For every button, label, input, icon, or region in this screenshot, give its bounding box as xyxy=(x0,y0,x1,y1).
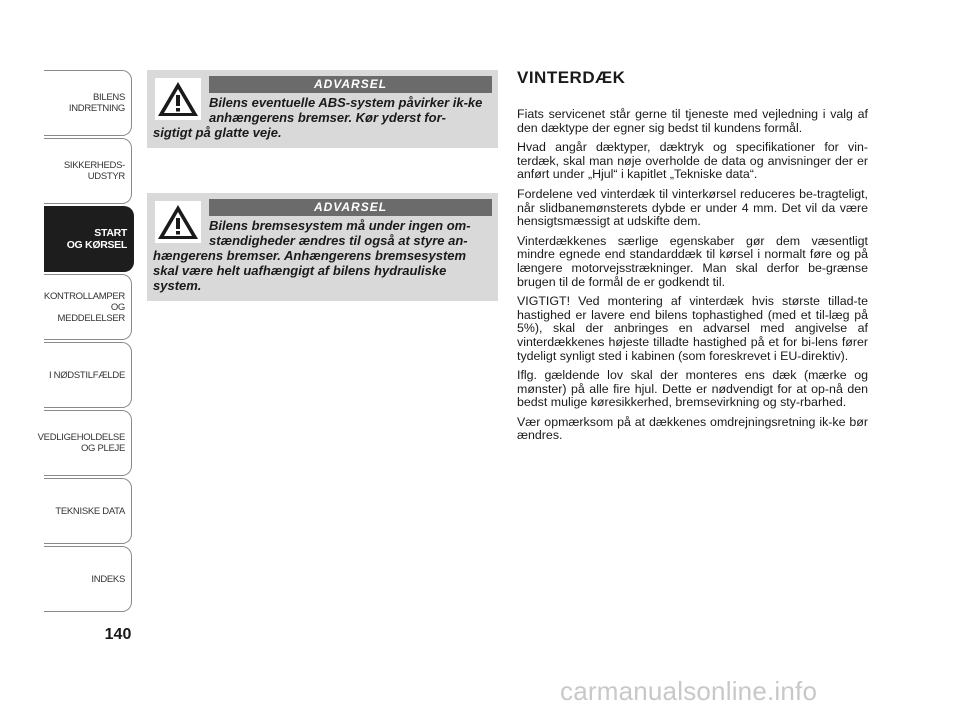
section-heading: VINTERDÆK xyxy=(517,68,626,87)
warning-triangle-icon xyxy=(155,201,201,243)
paragraph: Fordelene ved vinterdæk til vinterkørsel reduceres be-tragteligt, når slidbanemønsterets dybde er under 4 mm. Det vil da være hensigtsmæssigt at udskifte dem. xyxy=(517,186,868,229)
paragraph: VIGTIGT! Ved montering af vinterdæk hvis største tillad-te hastighed er lavere end bilens tophastighed (med et til-læg på 5%), skal der anbringes en advarsel med angivelse af vinterdækkenes højeste tilladte hastighed på et for bi-lens fører tydeligt synligt sted i kabinen (som foreskrevet i EU-direktiv). xyxy=(517,294,868,363)
paragraph: Hvad angår dæktyper, dæktryk og specifikationer for vin-terdæk, skal man nøje overholde de data og anvisninger der er anført under „Hjul“ i kapitlet „Tekniske data“. xyxy=(517,140,868,182)
tab-bilens-indretning[interactable] xyxy=(44,70,132,136)
warning-text-rest: sigtigt på glatte veje. xyxy=(153,125,282,140)
tab-label: BILENS INDRETNING xyxy=(68,92,125,114)
tab-indeks[interactable] xyxy=(44,546,132,612)
tab-label: VEDLIGEHOLDELSE OG PLEJE xyxy=(37,432,125,454)
warning-text xyxy=(153,218,492,293)
paragraph: Fiats servicenet står gerne til tjeneste med vejledning i valg af den dæktype der egner sig bedst til kundens formål. xyxy=(517,107,868,135)
warning-triangle-icon xyxy=(155,78,201,120)
page-number: 140 xyxy=(104,626,132,643)
warning-text-rest: hængerens bremser. Anhængerens bremsesystem skal være helt uafhængigt af bilens hydrauliske system. xyxy=(153,248,467,293)
tab-sikkerhedsudstyr[interactable] xyxy=(44,138,132,204)
tab-label: SIKKERHEDS- UDSTYR xyxy=(63,160,125,182)
tab-label: KONTROLLAMPER OG MEDDELELSER xyxy=(43,290,125,324)
tab-kontrollamper[interactable] xyxy=(44,274,132,340)
warning-text-first: Bilens bremsesystem må under ingen om-stændigheder ændres til også at styre an- xyxy=(209,218,471,248)
warning-box-brakes xyxy=(147,193,498,301)
tab-start-og-korsel[interactable] xyxy=(44,206,134,272)
warning-title: ADVARSEL xyxy=(209,199,492,216)
tab-label: TEKNISKE DATA xyxy=(55,505,125,517)
warning-text-first: Bilens eventuelle ABS-system påvirker ik-ke anhængerens bremser. Kør yderst for- xyxy=(209,95,483,125)
tab-label: START OG KØRSEL xyxy=(66,227,127,251)
watermark: carmanualsonline.info xyxy=(560,676,818,706)
tab-label: INDEKS xyxy=(91,573,125,585)
tab-i-nodstilfaelde[interactable] xyxy=(44,342,132,408)
tab-label: I NØDSTILFÆLDE xyxy=(48,369,125,381)
paragraph: Iflg. gældende lov skal der monteres ens dæk (mærke og mønster) på alle fire hjul. Dette er nødvendigt for at op-nå den bedst mulige køresikkerhed, bremsevirkning og sty-rbarhed. xyxy=(517,368,868,410)
paragraph: Vær opmærksom på at dækkenes omdrejningsretning ik-ke bør ændres. xyxy=(517,414,868,443)
warning-title: ADVARSEL xyxy=(209,76,492,93)
section-body xyxy=(517,108,868,449)
tab-vedligeholdelse[interactable] xyxy=(37,410,132,476)
tab-tekniske-data[interactable] xyxy=(44,478,132,544)
warning-box-abs xyxy=(147,70,498,148)
warning-text xyxy=(153,95,492,140)
paragraph: Vinterdækkenes særlige egenskaber gør dem væsentligt mindre egnede end standarddæk til kørsel i normalt føre og på længere motorvejsstrækninger. Man skal derfor be-grænse brugen til de formål de er godkendt til. xyxy=(517,233,868,289)
